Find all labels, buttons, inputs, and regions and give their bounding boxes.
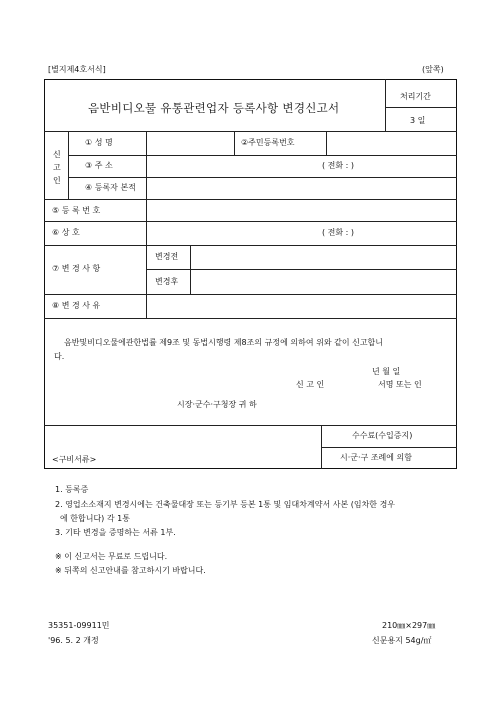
document-item-2-cont: 에 한합니다) 각 1통 xyxy=(60,514,130,523)
trade-phone-label: ( 전화 : ) xyxy=(322,228,355,237)
declaration-text: 음반및비디오물에관한법률 제9조 및 동법시행령 제8조의 규정에 의하여 위와 같이 신고합니 xyxy=(64,338,383,347)
address-label: ③ 주 소 xyxy=(85,161,113,170)
revision-date: '96. 5. 2 개정 xyxy=(48,636,99,645)
domicile-label: ④ 등록자 본적 xyxy=(85,183,136,192)
trade-name-label: ⑥ 상 호 xyxy=(52,228,80,237)
change-reason-label: ⑧ 변 경 사 유 xyxy=(52,301,101,310)
remark-1: ※ 이 신고서는 무료로 드립니다. xyxy=(55,552,168,561)
after-change-label: 변경후 xyxy=(155,277,179,286)
form-code: 35351-09911민 xyxy=(48,621,110,630)
change-items-label: ⑦ 변 경 사 항 xyxy=(52,264,101,273)
form-title: 음반비디오물 유통관련업자 등록사항 변경신고서 xyxy=(88,101,340,115)
form-number: [별지제4호서식] xyxy=(48,65,106,74)
applicant-sign-label: 신 고 인 xyxy=(296,380,325,389)
remark-2: ※ 뒤쪽의 신고안내를 참고하시기 바랍니다. xyxy=(55,566,206,575)
processing-period-value: 3 일 xyxy=(410,116,426,125)
page-side-label: (앞쪽) xyxy=(422,65,444,74)
signature-label: 서명 또는 인 xyxy=(378,380,422,389)
paper-size: 210㎜×297㎜ xyxy=(382,621,436,630)
processing-period-label: 처리기간 xyxy=(400,92,431,101)
fee-value: 시·군·구 조례에 의함 xyxy=(340,453,412,462)
required-documents-label: <구비서류> xyxy=(52,455,97,464)
address-phone-label: ( 전화 : ) xyxy=(322,161,355,170)
paper-type: 신문용지 54g/㎡ xyxy=(372,636,432,645)
before-change-label: 변경전 xyxy=(155,252,179,261)
document-item-1: 1. 등록증 xyxy=(55,485,89,494)
document-item-3: 3. 기타 변경을 증명하는 서류 1부. xyxy=(55,528,176,537)
registration-number-label: ⑤ 등 록 번 호 xyxy=(52,206,101,215)
applicant-section-label: 신 고 인 xyxy=(53,150,61,185)
resident-id-label: ②주민등록번호 xyxy=(241,138,295,147)
date-label: 년 월 일 xyxy=(372,367,401,376)
fee-label: 수수료(수입증지) xyxy=(352,431,413,440)
recipient-label: 시장·군수·구청장 귀 하 xyxy=(177,400,257,409)
document-item-2: 2. 영업소소재지 변경시에는 건축물대장 또는 등기부 등본 1통 및 임대차계약서 사본 (임차한 경우 xyxy=(55,500,396,509)
name-label: ① 성 명 xyxy=(85,138,113,147)
declaration-text-cont: 다. xyxy=(54,352,65,361)
